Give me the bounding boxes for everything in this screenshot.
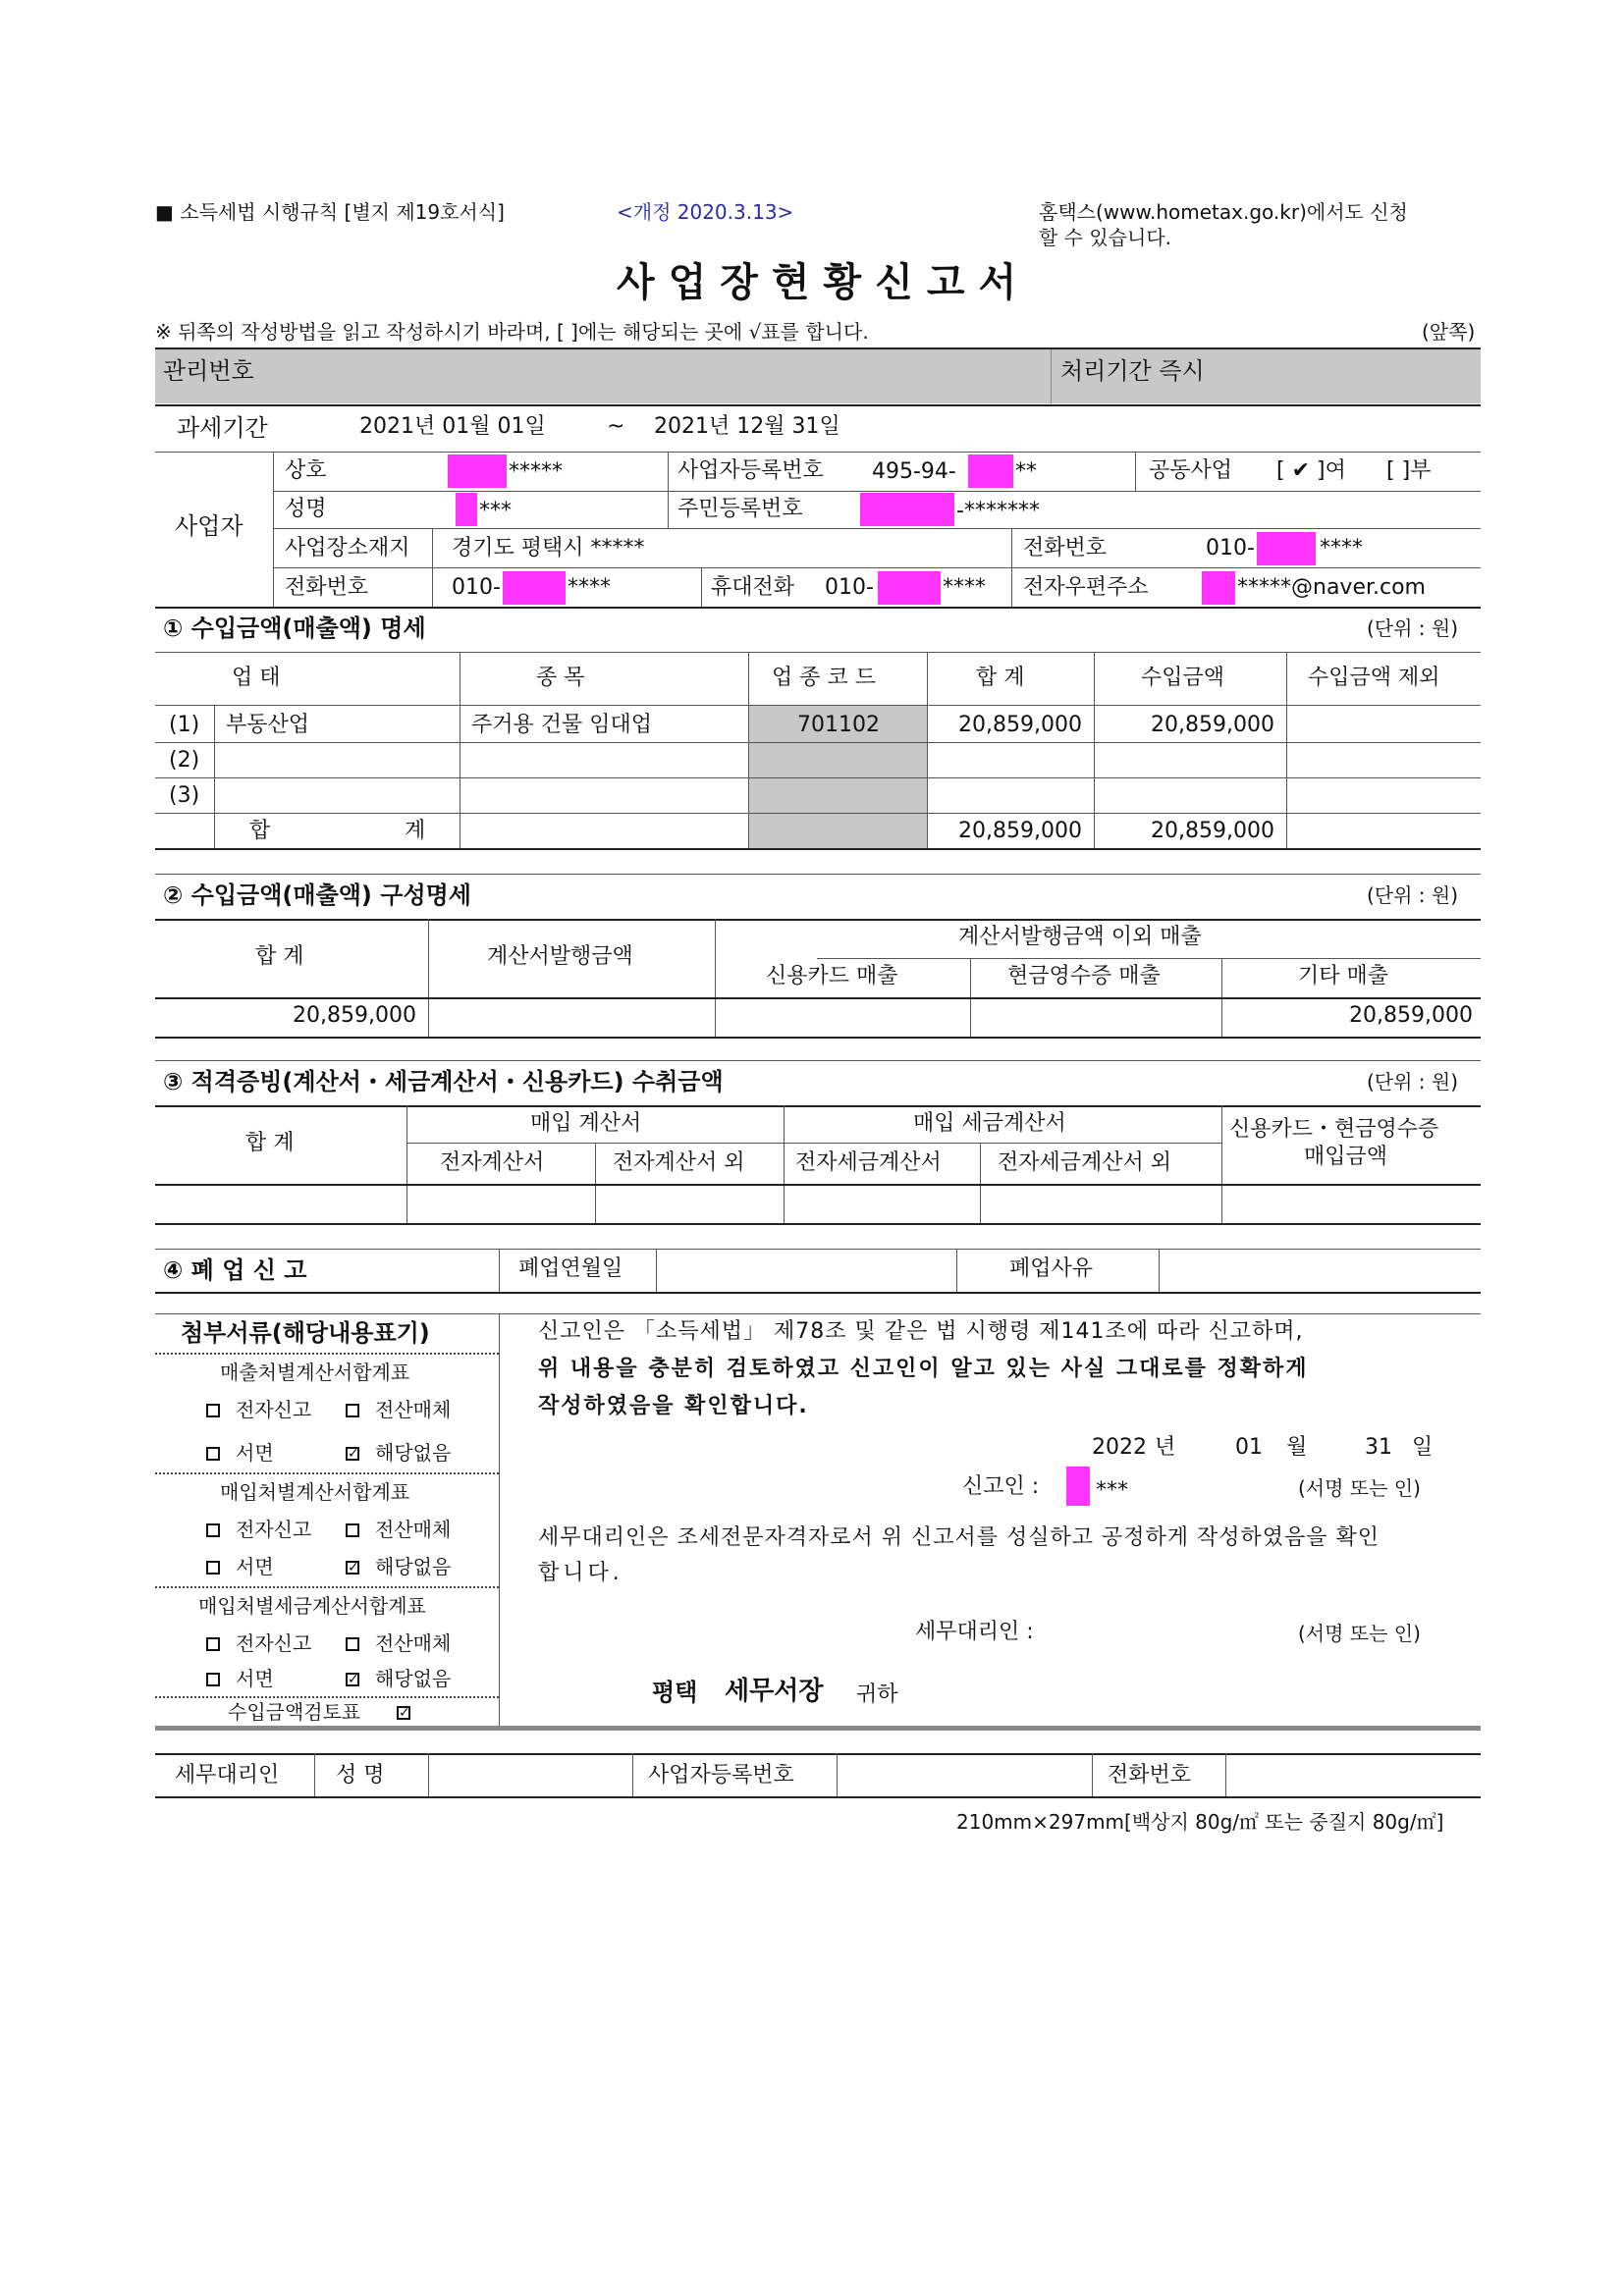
sec2-total-value: 20,859,000 xyxy=(293,1003,416,1028)
redaction-box xyxy=(448,454,507,488)
dotted-rule xyxy=(155,1353,499,1355)
col-header-income: 수입금액 xyxy=(1141,666,1225,690)
redaction-box xyxy=(860,493,954,526)
rule xyxy=(273,491,1481,492)
name-value: *** xyxy=(479,499,512,523)
rule xyxy=(155,1796,1481,1798)
day-unit: 일 xyxy=(1412,1435,1434,1460)
redaction-box xyxy=(503,571,566,605)
column-divider xyxy=(1221,1105,1222,1223)
sec2-header-total: 합 계 xyxy=(255,944,304,969)
section3-title: ③ 적격증빙(계산서・세금계산서・신용카드) 수취금액 xyxy=(163,1068,724,1095)
row1-total: 20,859,000 xyxy=(958,713,1082,737)
sec3-header-e-tax-other: 전자세금계산서 외 xyxy=(998,1150,1172,1175)
sec3-header-card-1: 신용카드・현금영수증 xyxy=(1229,1117,1439,1142)
bottom-thick-rule xyxy=(155,1726,1481,1731)
col-header-total: 합 계 xyxy=(976,666,1025,690)
declaration-line2: 위 내용을 충분히 검토하였고 신고인이 알고 있는 사실 그대로를 정확하게 xyxy=(538,1357,1309,1381)
hometax-note-line1: 홈택스(www.hometax.go.kr)에서도 신청 xyxy=(1039,200,1408,224)
close-reason-label: 폐업사유 xyxy=(1009,1256,1094,1281)
tax-period-end: 2021년 12월 31일 xyxy=(654,414,840,439)
column-divider xyxy=(656,1249,657,1292)
rule xyxy=(155,1753,1481,1755)
column-divider xyxy=(837,1753,838,1796)
rule xyxy=(155,1037,1481,1039)
mobile-suffix: **** xyxy=(943,575,986,600)
g3-paper-label: 서면 xyxy=(236,1667,274,1690)
column-divider xyxy=(499,1249,500,1292)
g1-e-filing-checkbox[interactable] xyxy=(206,1404,220,1417)
row1-number: (1) xyxy=(169,713,200,737)
rule xyxy=(155,1292,1481,1294)
sec2-header-cash: 현금영수증 매출 xyxy=(1007,964,1161,988)
g1-none-label: 해당없음 xyxy=(375,1441,452,1465)
column-divider xyxy=(701,567,702,607)
management-divider xyxy=(1051,349,1052,403)
g2-media-label: 전산매체 xyxy=(375,1518,452,1541)
tax-agent-sign-note: (서명 또는 인) xyxy=(1298,1622,1421,1645)
g3-media-label: 전산매체 xyxy=(375,1631,452,1655)
month-unit: 월 xyxy=(1286,1435,1308,1460)
g3-none-label: 해당없음 xyxy=(375,1667,452,1690)
redaction-box xyxy=(968,454,1013,488)
year-unit: 년 xyxy=(1155,1435,1176,1460)
dotted-rule xyxy=(155,1696,499,1698)
row1-item: 주거용 건물 임대업 xyxy=(471,713,653,737)
attachments-title: 첨부서류(해당내용표기) xyxy=(181,1319,430,1347)
g1-paper-label: 서면 xyxy=(236,1441,274,1465)
column-divider xyxy=(1159,1249,1160,1292)
attach-group1-title: 매출처별계산서합계표 xyxy=(220,1361,410,1384)
home-phone-suffix: **** xyxy=(568,575,611,600)
declaration-month: 01 xyxy=(1235,1435,1263,1460)
g2-e-filing-label: 전자신고 xyxy=(236,1518,312,1541)
dotted-rule xyxy=(155,1472,499,1474)
rule xyxy=(155,1223,1481,1225)
tax-office-title: 세무서장 xyxy=(725,1677,824,1706)
page-side-label: (앞쪽) xyxy=(1422,320,1476,344)
tax-period-start: 2021년 01월 01일 xyxy=(359,414,546,439)
rule xyxy=(273,567,1481,568)
biz-reg-label: 사업자등록번호 xyxy=(677,458,824,483)
resident-no-value: -******* xyxy=(956,499,1040,523)
address-label: 사업장소재지 xyxy=(285,536,410,561)
column-divider xyxy=(715,919,716,1037)
review-sheet-checkbox[interactable]: ✓ xyxy=(399,1705,410,1721)
declaration-line3: 작성하였음을 확인합니다. xyxy=(538,1394,809,1418)
section2-unit: (단위 : 원) xyxy=(1367,883,1459,907)
redaction-box xyxy=(1257,532,1316,565)
column-divider xyxy=(499,1313,500,1726)
g1-media-checkbox[interactable] xyxy=(346,1404,359,1417)
home-phone-prefix: 010- xyxy=(452,575,501,600)
section2-title: ② 수입금액(매출액) 구성명세 xyxy=(163,881,471,909)
sec2-etc-value: 20,859,000 xyxy=(1349,1003,1473,1028)
trade-name-value: ***** xyxy=(509,459,563,484)
agent-statement-line1: 세무대리인은 조세전문자격자로서 위 신고서를 성실하고 공정하게 작성하였음을 확인 xyxy=(538,1525,1380,1550)
g1-paper-checkbox[interactable] xyxy=(206,1447,220,1461)
rule xyxy=(155,1184,1481,1186)
col-header-excluded: 수입금액 제외 xyxy=(1308,666,1440,690)
tax-period-tilde: ~ xyxy=(607,414,625,439)
sum-label-1: 합 xyxy=(249,819,271,843)
sec3-header-purchase-tax: 매입 세금계산서 xyxy=(913,1111,1066,1136)
dotted-rule xyxy=(155,1586,499,1588)
home-phone-label: 전화번호 xyxy=(285,575,369,600)
sec3-header-purchase-invoice: 매입 계산서 xyxy=(530,1111,642,1136)
column-divider xyxy=(406,1105,407,1223)
column-divider xyxy=(1094,652,1095,848)
email-value: *****@naver.com xyxy=(1237,575,1426,600)
column-divider xyxy=(980,1143,981,1223)
rule xyxy=(273,528,1481,529)
column-divider xyxy=(1286,652,1287,848)
g3-paper-checkbox[interactable] xyxy=(206,1673,220,1686)
rule xyxy=(817,958,1481,959)
joint-yes-option[interactable]: [ ✔ ]여 xyxy=(1276,458,1346,483)
rule xyxy=(155,919,1481,921)
column-divider xyxy=(273,452,274,607)
attach-group2-title: 매입처별계산서합계표 xyxy=(220,1480,410,1504)
column-divider xyxy=(595,1143,596,1223)
resident-no-label: 주민등록번호 xyxy=(677,497,803,521)
column-divider xyxy=(956,1249,957,1292)
section1-unit: (단위 : 원) xyxy=(1367,616,1459,640)
tax-office-city: 평택 xyxy=(652,1679,698,1706)
rule xyxy=(155,848,1481,850)
col-header-item: 종 목 xyxy=(536,666,585,690)
rule xyxy=(155,1105,1481,1107)
footer-agent-label: 세무대리인 xyxy=(175,1763,280,1788)
biz-reg-suffix: ** xyxy=(1015,459,1037,484)
column-divider xyxy=(784,1105,785,1223)
rule xyxy=(155,997,1481,999)
mobile-label: 휴대전화 xyxy=(711,575,795,600)
close-date-label: 폐업연월일 xyxy=(518,1256,623,1281)
redaction-box xyxy=(456,493,477,526)
joint-business-label: 공동사업 xyxy=(1149,458,1233,483)
instruction-text: ※ 뒤쪽의 작성방법을 읽고 작성하시기 바라며, [ ]에는 해당되는 곳에 √표를 합니다. xyxy=(155,320,869,344)
name-label: 성명 xyxy=(285,497,327,521)
column-divider xyxy=(1225,1753,1226,1796)
rule xyxy=(155,452,1481,453)
email-label: 전자우편주소 xyxy=(1023,575,1149,600)
column-divider xyxy=(668,491,669,528)
declaration-line1: 신고인은 「소득세법」 제78조 및 같은 법 시행령 제141조에 따라 신고하며, xyxy=(538,1319,1304,1344)
rule xyxy=(155,742,1481,743)
section3-unit: (단위 : 원) xyxy=(1367,1070,1459,1094)
g1-none-checkbox[interactable]: ✓ xyxy=(348,1446,359,1462)
sum-total: 20,859,000 xyxy=(958,819,1082,843)
rule xyxy=(406,1143,1221,1144)
column-divider xyxy=(314,1753,315,1796)
row1-income: 20,859,000 xyxy=(1151,713,1274,737)
business-phone-label: 전화번호 xyxy=(1023,536,1108,561)
revision-date: <개정 2020.3.13> xyxy=(617,200,794,224)
tax-period-label: 과세기간 xyxy=(177,414,268,442)
g3-e-filing-label: 전자신고 xyxy=(236,1631,312,1655)
col-header-industry-code: 업 종 코 드 xyxy=(772,666,876,690)
management-number-label: 관리번호 xyxy=(163,357,254,385)
column-divider xyxy=(432,528,433,567)
declarant-value: *** xyxy=(1096,1478,1128,1503)
footer-phone-label: 전화번호 xyxy=(1108,1763,1192,1788)
declarant-sign-note: (서명 또는 인) xyxy=(1298,1476,1421,1500)
agent-statement-line2: 합니다. xyxy=(538,1561,623,1585)
section1-title: ① 수입금액(매출액) 명세 xyxy=(163,614,426,642)
column-divider xyxy=(632,1753,633,1796)
column-divider xyxy=(428,919,429,1037)
g3-none-checkbox[interactable]: ✓ xyxy=(348,1672,359,1687)
g3-e-filing-checkbox[interactable] xyxy=(206,1637,220,1651)
g2-paper-checkbox[interactable] xyxy=(206,1561,220,1575)
g1-media-label: 전산매체 xyxy=(375,1398,452,1421)
address-value: 경기도 평택시 ***** xyxy=(452,536,645,561)
trade-name-label: 상호 xyxy=(285,458,327,483)
g2-e-filing-checkbox[interactable] xyxy=(206,1523,220,1537)
sec3-header-total: 합 계 xyxy=(245,1131,295,1155)
sec3-header-e-invoice: 전자계산서 xyxy=(440,1150,545,1175)
col-header-business-type: 업 태 xyxy=(232,666,281,690)
g3-media-checkbox[interactable] xyxy=(346,1637,359,1651)
g1-e-filing-label: 전자신고 xyxy=(236,1398,312,1421)
rule xyxy=(155,607,1481,609)
section4-title: ④ 폐 업 신 고 xyxy=(163,1256,307,1284)
redaction-box xyxy=(1202,571,1235,605)
row1-industry-code: 701102 xyxy=(797,713,880,737)
rule xyxy=(155,813,1481,814)
row2-number: (2) xyxy=(169,748,200,773)
business-phone-suffix: **** xyxy=(1320,536,1363,561)
column-divider xyxy=(1092,1753,1093,1796)
rule xyxy=(155,404,1481,406)
declaration-year: 2022 xyxy=(1092,1435,1147,1460)
column-divider xyxy=(668,452,669,491)
g2-none-checkbox[interactable]: ✓ xyxy=(348,1560,359,1575)
column-divider xyxy=(927,652,928,848)
sec3-header-card-2: 매입금액 xyxy=(1304,1145,1388,1169)
tax-agent-label: 세무대리인 : xyxy=(915,1620,1034,1644)
declarant-label: 신고인 : xyxy=(962,1474,1040,1499)
biz-reg-prefix: 495-94- xyxy=(872,459,956,484)
management-bar xyxy=(155,349,1481,403)
declaration-day: 31 xyxy=(1365,1435,1392,1460)
sec2-header-card: 신용카드 매출 xyxy=(766,964,898,988)
sum-income: 20,859,000 xyxy=(1151,819,1274,843)
honorific: 귀하 xyxy=(856,1682,898,1707)
review-sheet-label: 수입금액검토표 xyxy=(228,1700,361,1724)
rule xyxy=(155,1313,1481,1314)
attach-group3-title: 매입처별세금계산서합계표 xyxy=(198,1594,426,1618)
footer-biz-reg-label: 사업자등록번호 xyxy=(648,1763,794,1788)
sec3-header-e-tax: 전자세금계산서 xyxy=(795,1150,942,1175)
paper-spec: 210mm×297mm[백상지 80g/㎡ 또는 중질지 80g/㎡] xyxy=(956,1810,1444,1834)
column-divider xyxy=(1135,452,1136,491)
rule xyxy=(155,777,1481,778)
g2-media-checkbox[interactable] xyxy=(346,1523,359,1537)
redaction-box xyxy=(1066,1467,1090,1506)
rule xyxy=(155,1060,1481,1061)
hometax-note-line2: 할 수 있습니다. xyxy=(1039,226,1171,249)
rule xyxy=(155,652,1481,653)
rule xyxy=(155,1249,1481,1250)
sec3-header-e-invoice-other: 전자계산서 외 xyxy=(613,1150,745,1175)
row3-number: (3) xyxy=(169,783,200,808)
g2-paper-label: 서면 xyxy=(236,1555,274,1578)
sec2-header-invoice: 계산서발행금액 xyxy=(487,944,633,969)
processing-period-label: 처리기간 즉시 xyxy=(1060,357,1205,385)
sec2-header-other-group: 계산서발행금액 이외 매출 xyxy=(958,925,1202,949)
column-divider xyxy=(432,567,433,607)
business-section-label: 사업자 xyxy=(175,512,244,540)
column-divider xyxy=(214,705,215,848)
footer-name-label: 성 명 xyxy=(336,1763,385,1788)
rule xyxy=(155,874,1481,875)
mobile-prefix: 010- xyxy=(825,575,874,600)
joint-no-option[interactable]: [ ]부 xyxy=(1386,458,1432,483)
page-title: 사업장현황신고서 xyxy=(617,260,1031,305)
g2-none-label: 해당없음 xyxy=(375,1555,452,1578)
column-divider xyxy=(428,1753,429,1796)
sum-label-2: 계 xyxy=(405,819,426,843)
law-reference: ■ 소득세법 시행규칙 [별지 제19호서식] xyxy=(155,200,505,224)
sec2-header-etc: 기타 매출 xyxy=(1298,964,1389,988)
row1-business-type: 부동산업 xyxy=(226,713,310,737)
business-phone-prefix: 010- xyxy=(1206,536,1255,561)
redaction-box xyxy=(878,571,941,605)
